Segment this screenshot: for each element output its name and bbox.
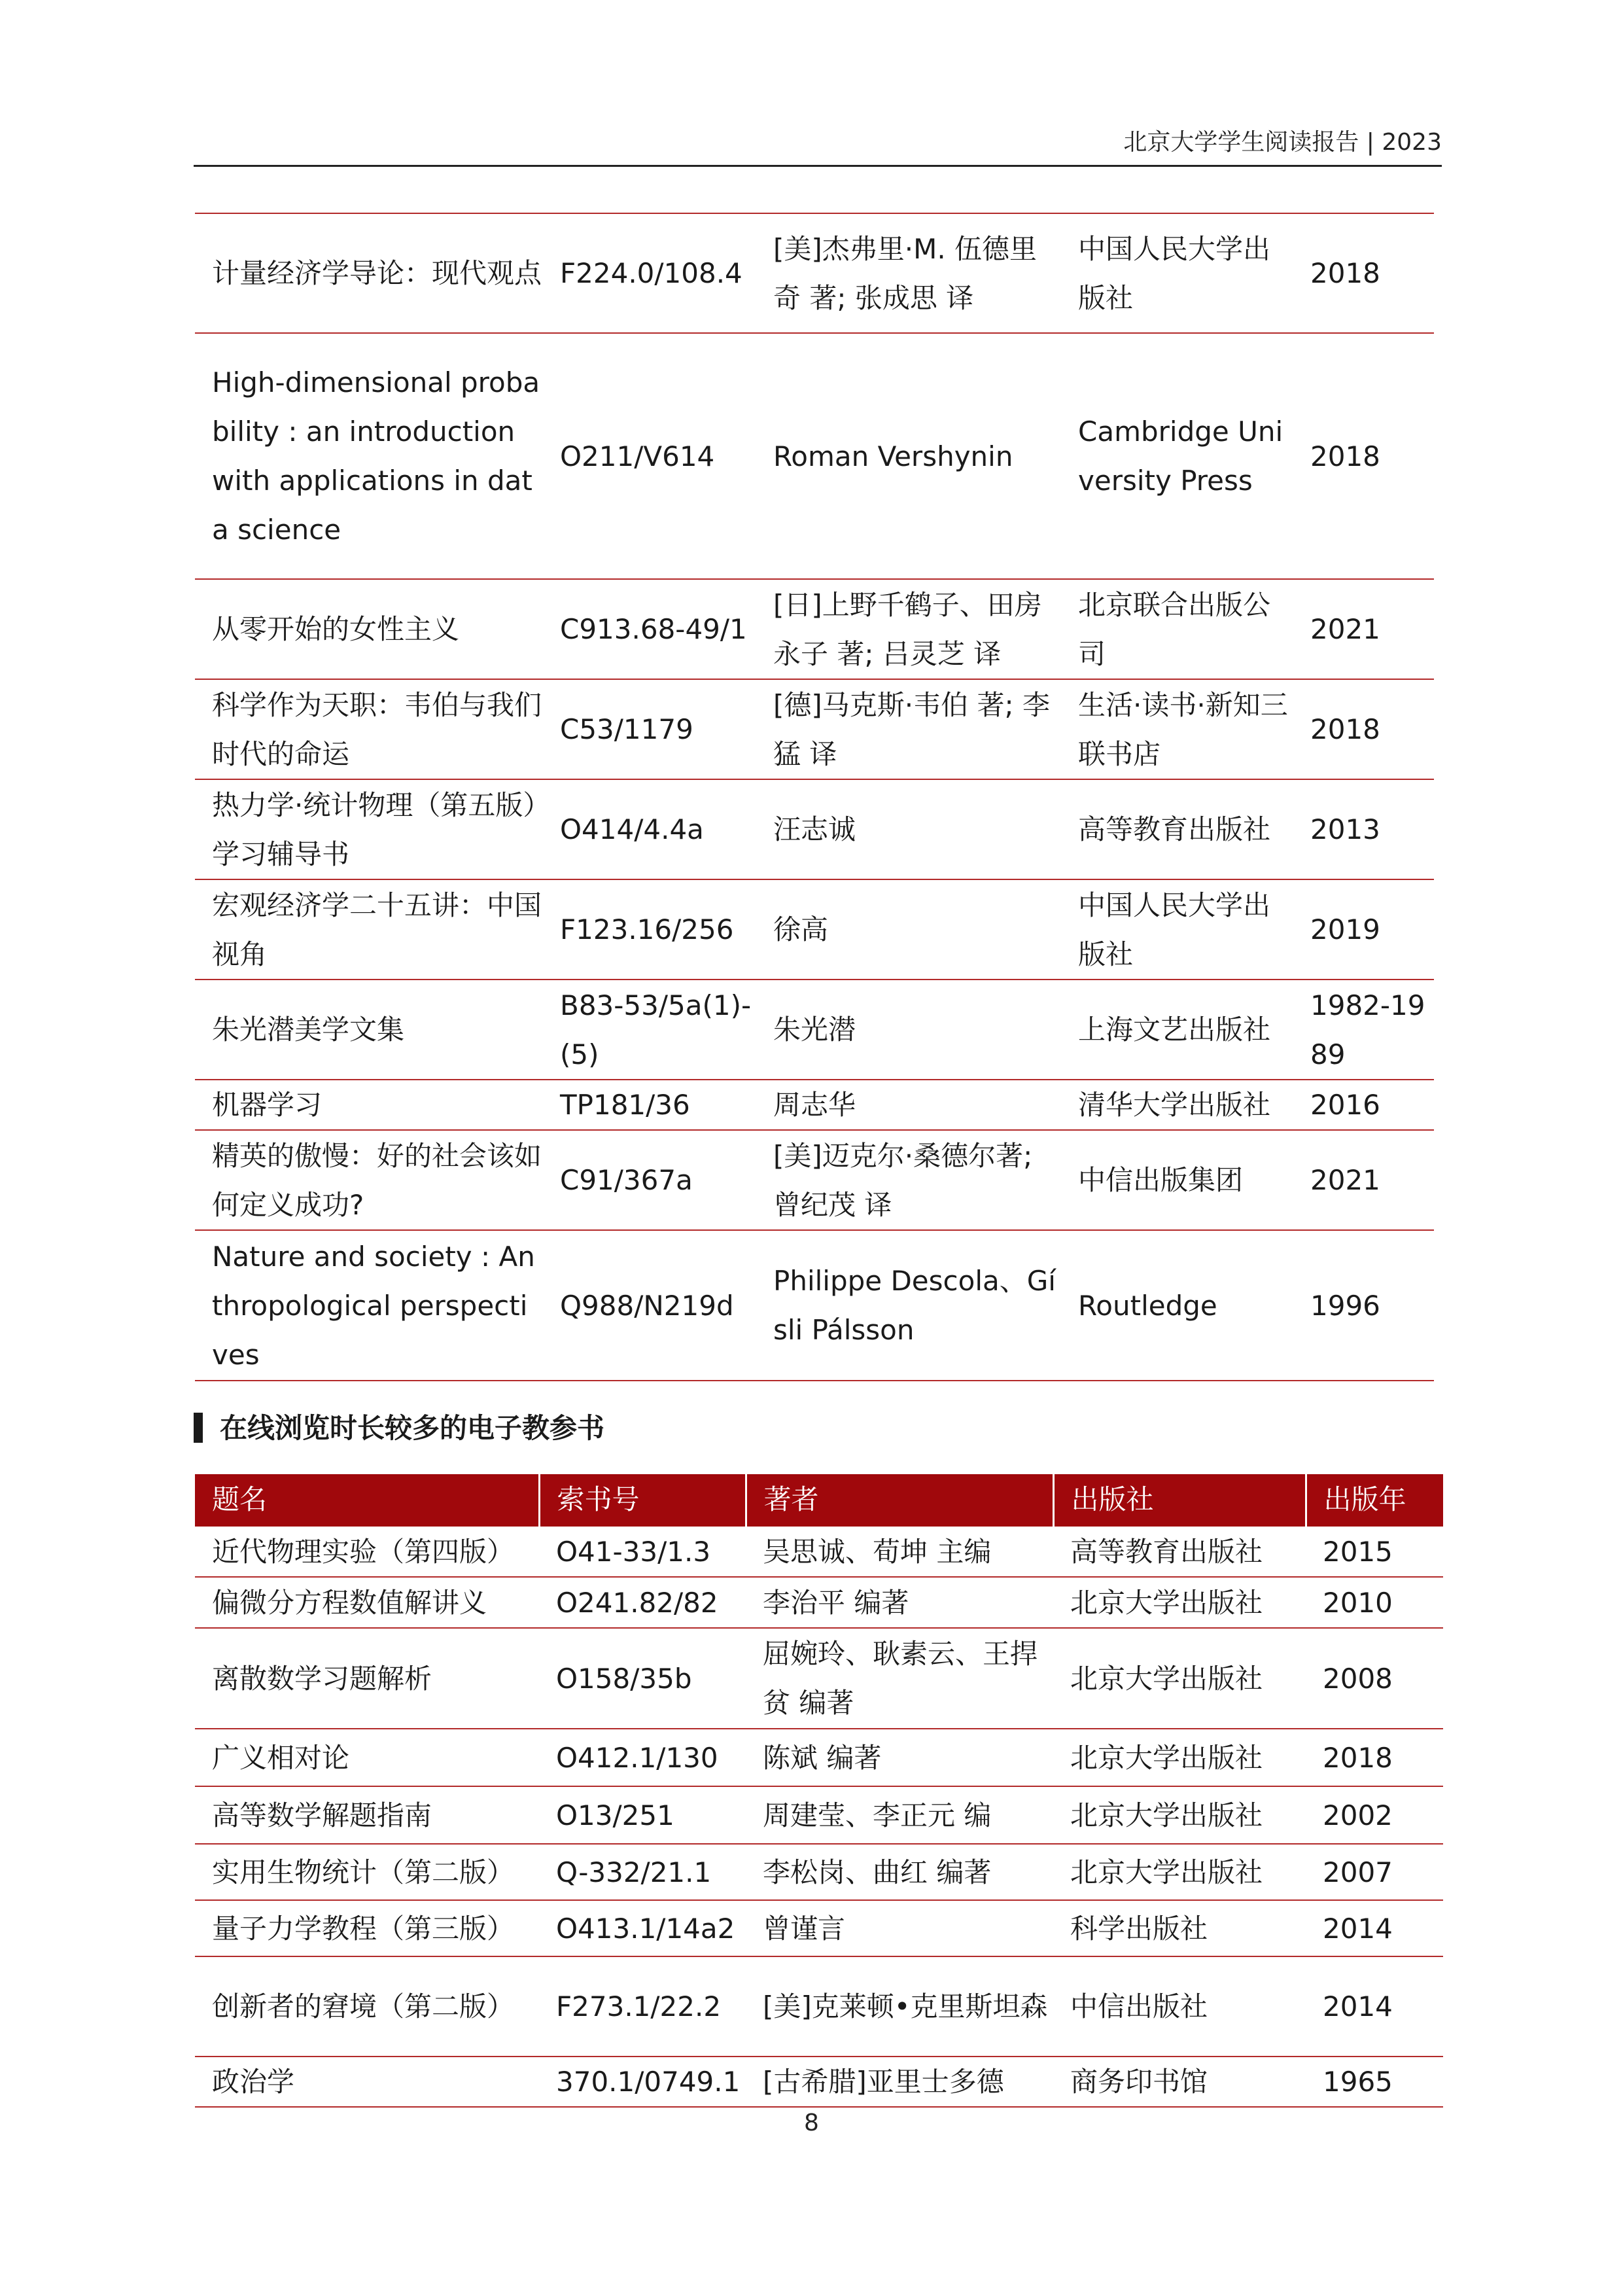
table-row (195, 1900, 1443, 1956)
publish-year: 2018 (1293, 679, 1434, 779)
book-title: 从零开始的女性主义 (195, 579, 543, 679)
book-publisher: 中信出版集团 (1061, 1130, 1293, 1230)
book-publisher: 北京大学出版社 (1053, 1729, 1306, 1786)
book-publisher: 高等教育出版社 (1053, 1526, 1306, 1577)
book-author: [德]马克斯·韦伯 著; 李猛 译 (756, 679, 1061, 779)
publish-year: 2013 (1293, 779, 1434, 879)
call-number: O412.1/130 (539, 1729, 746, 1786)
book-author: Roman Vershynin (756, 333, 1061, 579)
book-publisher: 中国人民大学出版社 (1061, 879, 1293, 980)
reading-list-table-continued (195, 213, 1434, 1381)
table-header-row (195, 1474, 1443, 1526)
book-title: 朱光潜美学文集 (195, 980, 543, 1080)
publish-year: 1965 (1306, 2057, 1443, 2107)
publish-year: 1996 (1293, 1230, 1434, 1381)
book-author: 曾谨言 (746, 1900, 1053, 1956)
book-author: [美]克莱顿•克里斯坦森 (746, 1956, 1053, 2057)
book-publisher: 上海文艺出版社 (1061, 980, 1293, 1080)
table-row (195, 1080, 1434, 1130)
publish-year: 2015 (1306, 1526, 1443, 1577)
book-author: [美]杰弗里·M. 伍德里奇 著; 张成思 译 (756, 213, 1061, 333)
call-number: O414/4.4a (543, 779, 756, 879)
book-title: 高等数学解题指南 (195, 1786, 539, 1844)
book-author: 徐高 (756, 879, 1061, 980)
book-title: 偏微分方程数值解讲义 (195, 1577, 539, 1628)
table-row (195, 879, 1434, 980)
book-publisher: 北京大学出版社 (1053, 1628, 1306, 1729)
book-author: [美]迈克尔·桑德尔著; 曾纪茂 译 (756, 1130, 1061, 1230)
book-author: 陈斌 编著 (746, 1729, 1053, 1786)
publish-year: 2018 (1306, 1729, 1443, 1786)
book-title: 离散数学习题解析 (195, 1628, 539, 1729)
book-author: 周建莹、李正元 编 (746, 1786, 1053, 1844)
book-publisher: 科学出版社 (1053, 1900, 1306, 1956)
table-row (195, 2057, 1443, 2107)
call-number: O158/35b (539, 1628, 746, 1729)
book-publisher: Cambridge University Press (1061, 333, 1293, 579)
header-year: 出版年 (1306, 1474, 1443, 1526)
book-publisher: 清华大学出版社 (1061, 1080, 1293, 1130)
book-publisher: 中信出版社 (1053, 1956, 1306, 2057)
report-title: 北京大学学生阅读报告 (1123, 129, 1359, 156)
call-number: O413.1/14a2 (539, 1900, 746, 1956)
section-title (194, 1409, 604, 1448)
section-marker (194, 1413, 203, 1443)
book-title: 热力学·统计物理（第五版）学习辅导书 (195, 779, 543, 879)
book-author: 汪志诚 (756, 779, 1061, 879)
publish-year: 2007 (1306, 1844, 1443, 1900)
call-number: 370.1/0749.1 (539, 2057, 746, 2107)
book-title: 机器学习 (195, 1080, 543, 1130)
header-rule (194, 165, 1442, 167)
page-number: 8 (804, 2110, 819, 2136)
page-header (194, 124, 1442, 161)
book-title: 计量经济学导论：现代观点 (195, 213, 543, 333)
book-author: [日]上野千鹤子、田房永子 著; 吕灵芝 译 (756, 579, 1061, 679)
publish-year: 2018 (1293, 213, 1434, 333)
header-publisher: 出版社 (1053, 1474, 1306, 1526)
book-publisher: 中国人民大学出版社 (1061, 213, 1293, 333)
call-number: O41-33/1.3 (539, 1526, 746, 1577)
book-author: 吴思诚、荀坤 主编 (746, 1526, 1053, 1577)
report-year: | 2023 (1366, 129, 1442, 156)
book-author: 李松岗、曲红 编著 (746, 1844, 1053, 1900)
call-number: B83-53/5a(1)-(5) (543, 980, 756, 1080)
table-row (195, 779, 1434, 879)
publish-year: 2019 (1293, 879, 1434, 980)
header-call-number: 索书号 (539, 1474, 746, 1526)
book-publisher: 北京联合出版公司 (1061, 579, 1293, 679)
call-number: C913.68-49/1 (543, 579, 756, 679)
book-title: Nature and society : Anthropological perspectives (195, 1230, 543, 1381)
call-number: C53/1179 (543, 679, 756, 779)
book-publisher: 北京大学出版社 (1053, 1577, 1306, 1628)
table-row (195, 213, 1434, 333)
book-author: 朱光潜 (756, 980, 1061, 1080)
publish-year: 2018 (1293, 333, 1434, 579)
call-number: O241.82/82 (539, 1577, 746, 1628)
table-row (195, 1130, 1434, 1230)
table-row (195, 333, 1434, 579)
publish-year: 2016 (1293, 1080, 1434, 1130)
table-row (195, 1956, 1443, 2057)
book-publisher: 北京大学出版社 (1053, 1786, 1306, 1844)
book-author: Philippe Descola、Gísli Pálsson (756, 1230, 1061, 1381)
table-row (195, 980, 1434, 1080)
table-row (195, 1230, 1434, 1381)
call-number: F123.16/256 (543, 879, 756, 980)
book-title: 近代物理实验（第四版） (195, 1526, 539, 1577)
book-publisher: 商务印书馆 (1053, 2057, 1306, 2107)
call-number: C91/367a (543, 1130, 756, 1230)
call-number: F224.0/108.4 (543, 213, 756, 333)
book-title: 创新者的窘境（第二版） (195, 1956, 539, 2057)
table-row (195, 1786, 1443, 1844)
book-author: 屈婉玲、耿素云、王捍贫 编著 (746, 1628, 1053, 1729)
book-publisher: 高等教育出版社 (1061, 779, 1293, 879)
book-publisher: Routledge (1061, 1230, 1293, 1381)
call-number: Q-332/21.1 (539, 1844, 746, 1900)
book-title: 科学作为天职：韦伯与我们时代的命运 (195, 679, 543, 779)
book-title: High-dimensional probability : an introduction with applications in data science (195, 333, 543, 579)
publish-year: 2014 (1306, 1956, 1443, 2057)
table-row (195, 579, 1434, 679)
call-number: F273.1/22.2 (539, 1956, 746, 2057)
header-title: 题名 (195, 1474, 539, 1526)
table-row (195, 1844, 1443, 1900)
book-title: 广义相对论 (195, 1729, 539, 1786)
publish-year: 1982-1989 (1293, 980, 1434, 1080)
book-publisher: 北京大学出版社 (1053, 1844, 1306, 1900)
book-title: 宏观经济学二十五讲：中国视角 (195, 879, 543, 980)
table-row (195, 1526, 1443, 1577)
book-publisher: 生活·读书·新知三联书店 (1061, 679, 1293, 779)
publish-year: 2002 (1306, 1786, 1443, 1844)
call-number: Q988/N219d (543, 1230, 756, 1381)
publish-year: 2021 (1293, 579, 1434, 679)
call-number: O211/V614 (543, 333, 756, 579)
table-row (195, 679, 1434, 779)
book-author: 李治平 编著 (746, 1577, 1053, 1628)
publish-year: 2014 (1306, 1900, 1443, 1956)
book-title: 精英的傲慢：好的社会该如何定义成功? (195, 1130, 543, 1230)
header-author: 著者 (746, 1474, 1053, 1526)
book-title: 政治学 (195, 2057, 539, 2107)
table-row (195, 1628, 1443, 1729)
book-author: [古希腊]亚里士多德 (746, 2057, 1053, 2107)
publish-year: 2010 (1306, 1577, 1443, 1628)
section-title-text: 在线浏览时长较多的电子教参书 (220, 1412, 605, 1444)
book-title: 实用生物统计（第二版） (195, 1844, 539, 1900)
publish-year: 2021 (1293, 1130, 1434, 1230)
call-number: TP181/36 (543, 1080, 756, 1130)
table-row (195, 1577, 1443, 1628)
call-number: O13/251 (539, 1786, 746, 1844)
book-title: 量子力学教程（第三版） (195, 1900, 539, 1956)
ebook-reference-table (195, 1474, 1443, 2108)
publish-year: 2008 (1306, 1628, 1443, 1729)
book-author: 周志华 (756, 1080, 1061, 1130)
table-row (195, 1729, 1443, 1786)
